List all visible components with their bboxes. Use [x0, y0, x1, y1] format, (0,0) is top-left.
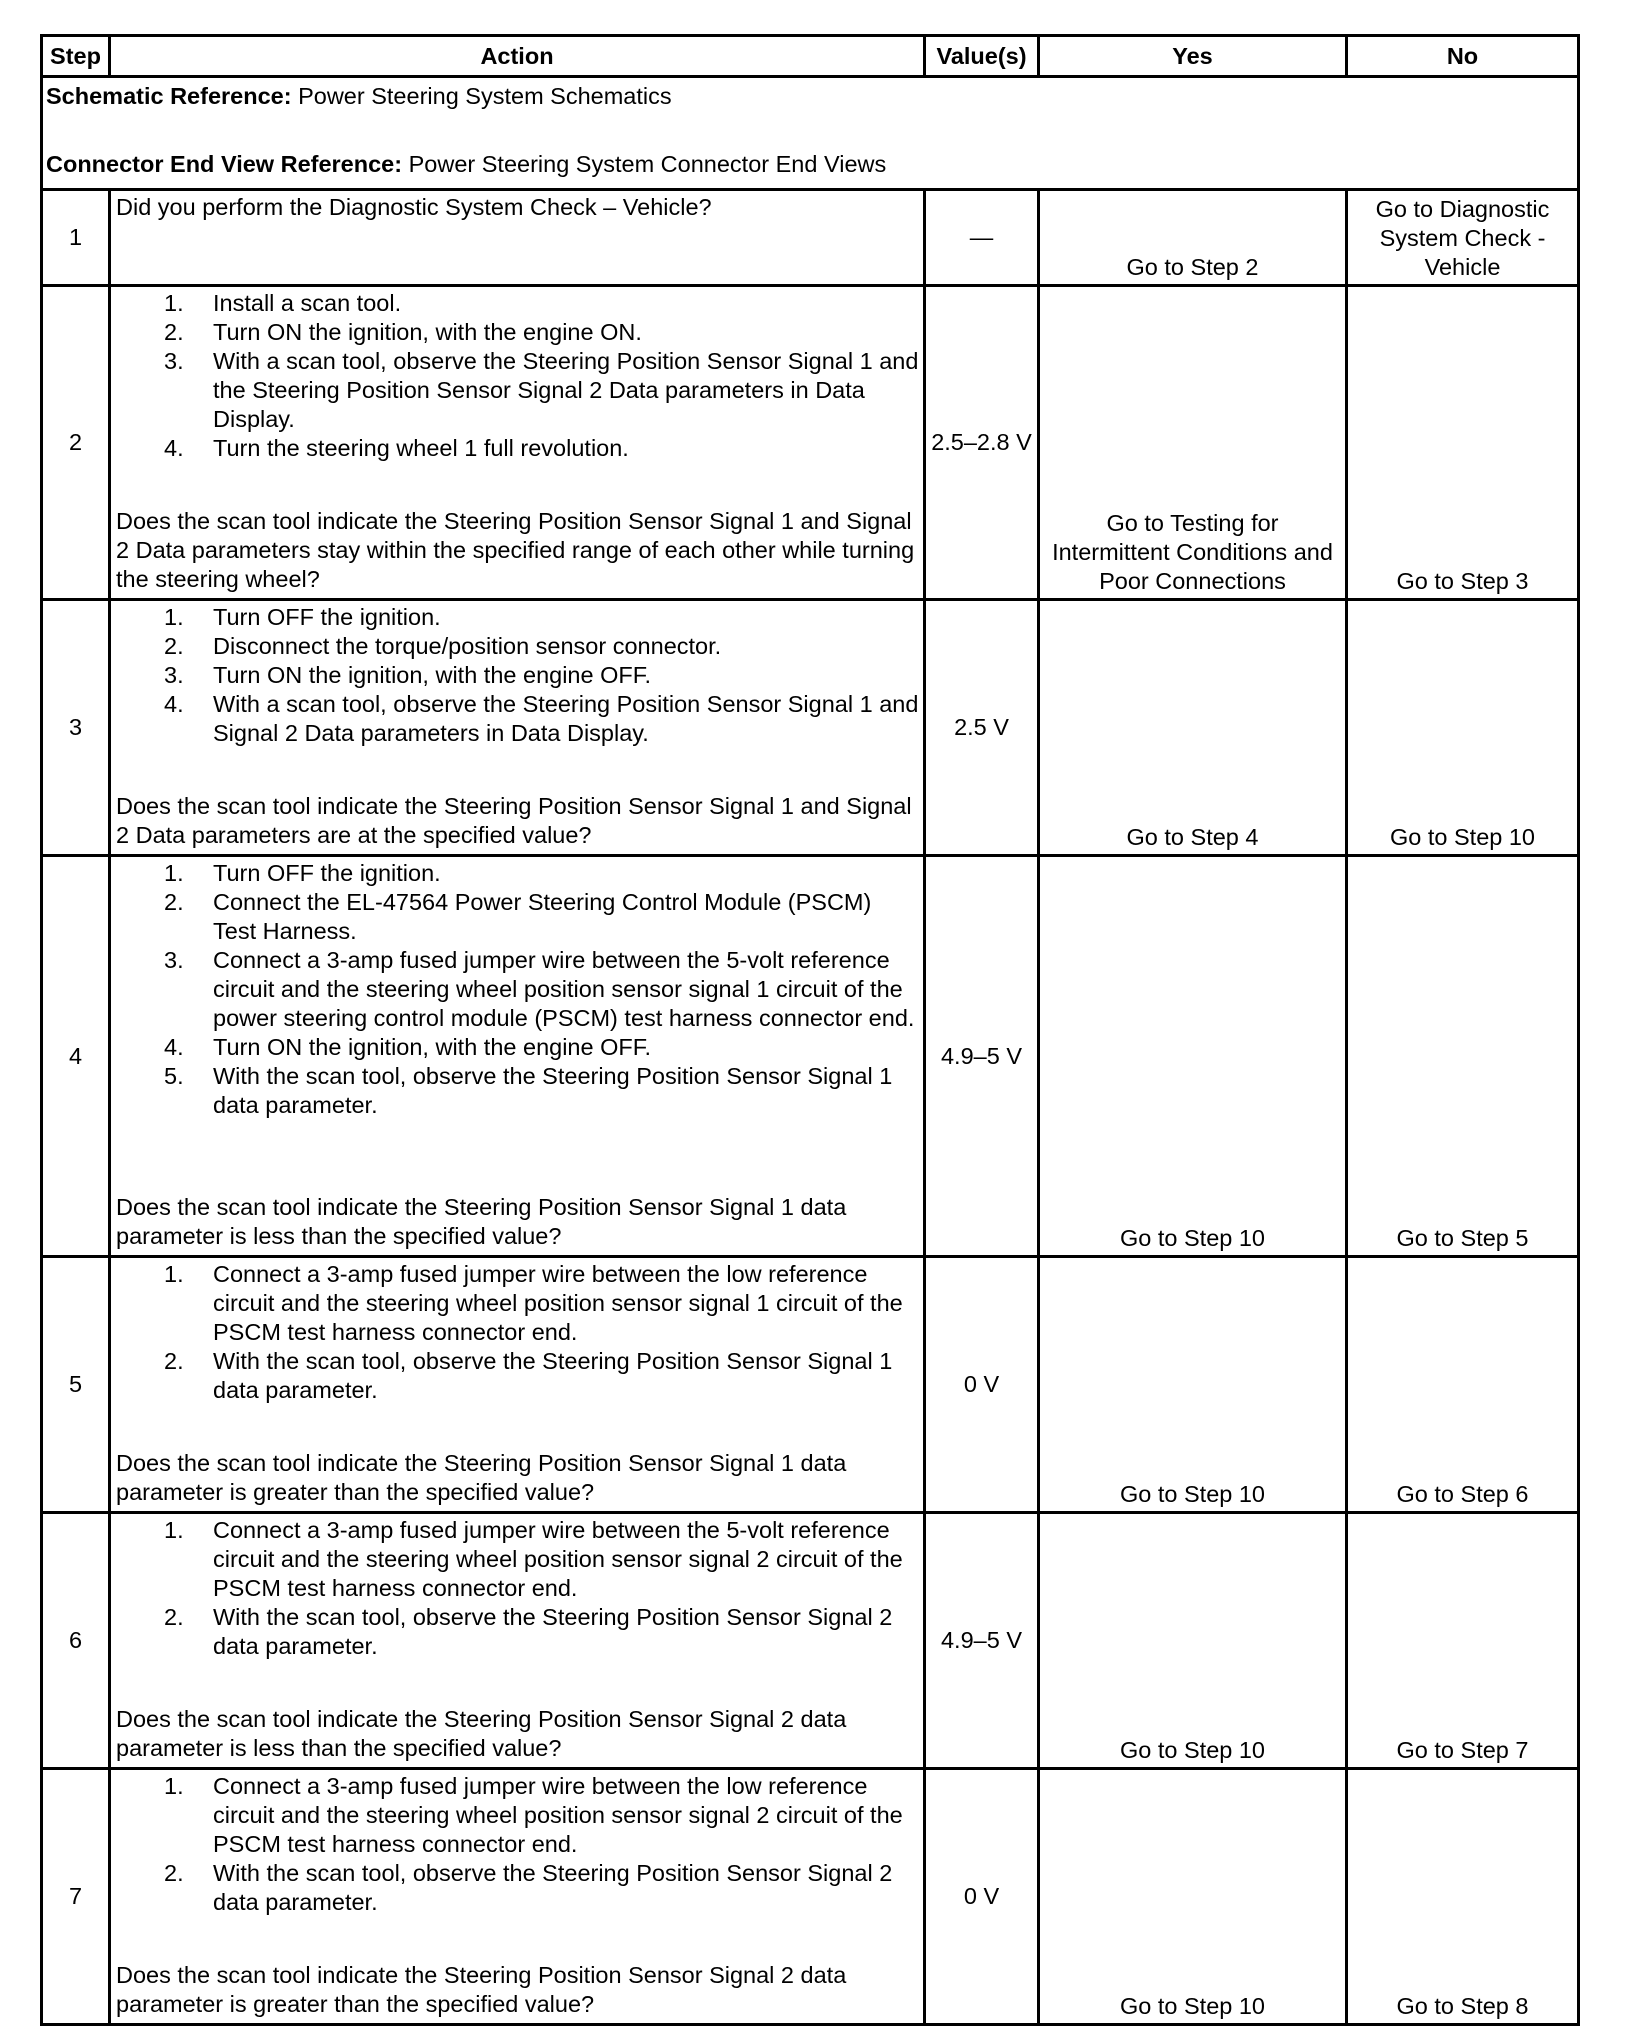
action-cell — [110, 1769, 925, 2025]
value-cell: — — [925, 190, 1039, 286]
table-row — [42, 286, 1579, 600]
action-cell — [110, 600, 925, 856]
action-question: Does the scan tool indicate the Steering Position Sensor Signal 2 data parameter is less than the specified value? — [116, 1706, 847, 1761]
action-steps — [116, 1260, 920, 1405]
step-number: 5 — [42, 1257, 110, 1513]
action-cell — [110, 190, 925, 286]
action-question: Does the scan tool indicate the Steering Position Sensor Signal 2 data parameter is greater than the specified value? — [116, 1962, 847, 2017]
header-row — [42, 36, 1579, 77]
action-question: Does the scan tool indicate the Steering Position Sensor Signal 1 data parameter is greater than the specified value? — [116, 1450, 847, 1505]
table-row — [42, 600, 1579, 856]
no-cell: Go to Diagnostic System Check - Vehicle — [1347, 190, 1579, 286]
header-no: No — [1347, 36, 1579, 77]
connector-reference-value: Power Steering System Connector End Views — [408, 151, 887, 177]
value-cell: 0 V — [925, 1769, 1039, 2025]
no-cell: Go to Step 10 — [1347, 600, 1579, 856]
action-step-item: 2. Connect the EL-47564 Power Steering Control Module (PSCM) Test Harness. — [164, 889, 872, 944]
table-row — [42, 1769, 1579, 2025]
diagnostic-table — [40, 34, 1580, 2026]
yes-cell: Go to Step 10 — [1039, 1513, 1347, 1769]
step-number: 4 — [42, 856, 110, 1257]
action-step-item: 3. Turn ON the ignition, with the engine OFF. — [164, 662, 652, 688]
value-cell: 0 V — [925, 1257, 1039, 1513]
action-cell — [110, 1513, 925, 1769]
step-number: 6 — [42, 1513, 110, 1769]
yes-cell: Go to Step 10 — [1039, 856, 1347, 1257]
action-question: Did you perform the Diagnostic System Check – Vehicle? — [116, 194, 712, 220]
no-cell: Go to Step 3 — [1347, 286, 1579, 600]
action-step-item: 1. Turn OFF the ignition. — [164, 604, 441, 630]
reference-row — [42, 77, 1579, 190]
action-question: Does the scan tool indicate the Steering Position Sensor Signal 1 and Signal 2 Data parameters are at the specified value? — [116, 793, 912, 848]
value-cell: 2.5–2.8 V — [925, 286, 1039, 600]
action-step-item: 4. Turn the steering wheel 1 full revolution. — [164, 435, 629, 461]
action-steps — [116, 1772, 920, 1917]
action-steps — [116, 859, 920, 1120]
action-step-item: 2. Disconnect the torque/position sensor connector. — [164, 633, 722, 659]
action-step-item: 1. Turn OFF the ignition. — [164, 860, 441, 886]
action-step-item: 2. Turn ON the ignition, with the engine ON. — [164, 319, 642, 345]
step-number: 2 — [42, 286, 110, 600]
action-cell — [110, 1257, 925, 1513]
step-number: 1 — [42, 190, 110, 286]
connector-reference-label: Connector End View Reference: — [46, 151, 403, 177]
action-cell — [110, 286, 925, 600]
table-row — [42, 856, 1579, 1257]
no-cell: Go to Step 7 — [1347, 1513, 1579, 1769]
yes-cell: Go to Testing for Intermittent Conditions and Poor Connections — [1039, 286, 1347, 600]
action-step-item: 2. With the scan tool, observe the Steering Position Sensor Signal 2 data parameter. — [164, 1604, 893, 1659]
action-question: Does the scan tool indicate the Steering Position Sensor Signal 1 data parameter is less than the specified value? — [116, 1194, 847, 1249]
action-step-item: 4. With a scan tool, observe the Steering Position Sensor Signal 1 and Signal 2 Data parameters in Data Display. — [164, 691, 919, 746]
header-values: Value(s) — [925, 36, 1039, 77]
table-row — [42, 1513, 1579, 1769]
action-step-item: 3. With a scan tool, observe the Steering Position Sensor Signal 1 and the Steering Position Sensor Signal 2 Data parameters in Data Display. — [164, 348, 919, 432]
action-step-item: 5. With the scan tool, observe the Steering Position Sensor Signal 1 data parameter. — [164, 1063, 893, 1118]
value-cell: 4.9–5 V — [925, 856, 1039, 1257]
no-cell: Go to Step 6 — [1347, 1257, 1579, 1513]
action-steps — [116, 289, 920, 463]
action-steps — [116, 1516, 920, 1661]
action-step-item: 1. Connect a 3-amp fused jumper wire between the low reference circuit and the steering wheel position sensor signal 2 circuit of the PSCM test harness connector end. — [164, 1773, 903, 1857]
action-cell — [110, 856, 925, 1257]
action-step-item: 2. With the scan tool, observe the Steering Position Sensor Signal 1 data parameter. — [164, 1348, 893, 1403]
table-row — [42, 190, 1579, 286]
value-cell: 4.9–5 V — [925, 1513, 1039, 1769]
yes-cell: Go to Step 10 — [1039, 1257, 1347, 1513]
header-yes: Yes — [1039, 36, 1347, 77]
yes-cell: Go to Step 10 — [1039, 1769, 1347, 2025]
action-step-item: 3. Connect a 3-amp fused jumper wire between the 5-volt reference circuit and the steering wheel position sensor signal 1 circuit of the power steering control module (PSCM) test harness connector end. — [164, 947, 915, 1031]
action-question: Does the scan tool indicate the Steering Position Sensor Signal 1 and Signal 2 Data parameters stay within the specified range of each other while turning the steering wheel? — [116, 508, 915, 592]
reference-cell — [42, 77, 1579, 190]
action-step-item: 1. Install a scan tool. — [164, 290, 402, 316]
action-step-item: 1. Connect a 3-amp fused jumper wire between the low reference circuit and the steering wheel position sensor signal 1 circuit of the PSCM test harness connector end. — [164, 1261, 903, 1345]
schematic-reference — [46, 82, 1574, 111]
schematic-reference-label: Schematic Reference: — [46, 83, 292, 109]
step-number: 7 — [42, 1769, 110, 2025]
step-number: 3 — [42, 600, 110, 856]
header-step: Step — [42, 36, 110, 77]
action-step-item: 2. With the scan tool, observe the Steering Position Sensor Signal 2 data parameter. — [164, 1860, 893, 1915]
table-row — [42, 1257, 1579, 1513]
header-action: Action — [110, 36, 925, 77]
no-cell: Go to Step 5 — [1347, 856, 1579, 1257]
action-steps — [116, 603, 920, 748]
yes-cell: Go to Step 4 — [1039, 600, 1347, 856]
yes-cell: Go to Step 2 — [1039, 190, 1347, 286]
action-step-item: 4. Turn ON the ignition, with the engine OFF. — [164, 1034, 652, 1060]
value-cell: 2.5 V — [925, 600, 1039, 856]
action-step-item: 1. Connect a 3-amp fused jumper wire between the 5-volt reference circuit and the steering wheel position sensor signal 2 circuit of the PSCM test harness connector end. — [164, 1517, 903, 1601]
no-cell: Go to Step 8 — [1347, 1769, 1579, 2025]
schematic-reference-value: Power Steering System Schematics — [298, 83, 672, 109]
connector-reference — [46, 150, 1574, 179]
